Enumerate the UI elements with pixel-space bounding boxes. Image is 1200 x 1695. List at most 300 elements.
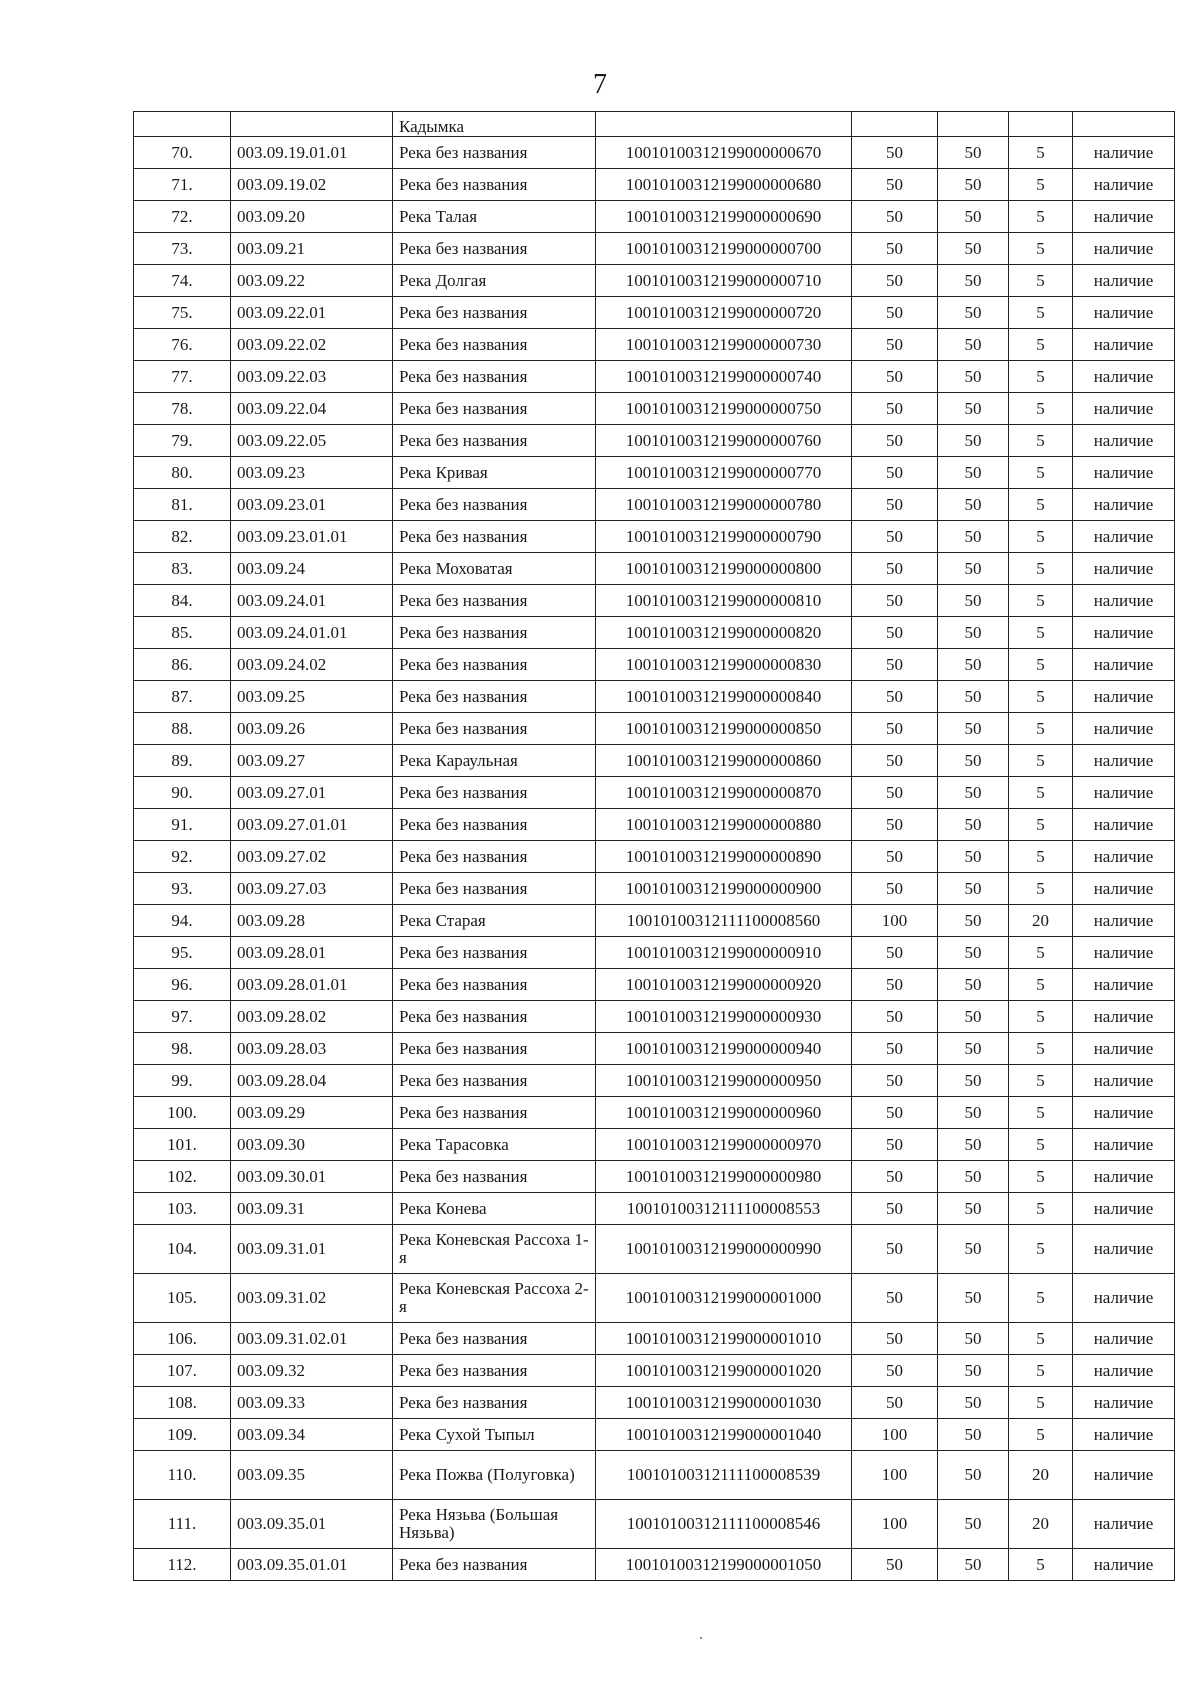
cell-name: Река Коневская Рассоха 2-я <box>393 1274 596 1323</box>
cell-status: наличие <box>1073 169 1175 201</box>
cell-width-b: 50 <box>938 937 1009 969</box>
cell-status: наличие <box>1073 297 1175 329</box>
table-row <box>134 937 1175 969</box>
cell-width-a: 50 <box>852 681 938 713</box>
cell-width-b: 50 <box>938 1225 1009 1274</box>
cell-status: наличие <box>1073 681 1175 713</box>
table-row <box>134 553 1175 585</box>
page-number: 7 <box>593 69 607 100</box>
cell-width-c: 5 <box>1009 617 1073 649</box>
cell-width-a: 50 <box>852 1033 938 1065</box>
cell-name: Река без названия <box>393 1097 596 1129</box>
cell-code: 003.09.30 <box>231 1129 393 1161</box>
cell-name: Река без названия <box>393 777 596 809</box>
cell-num: 85. <box>134 617 231 649</box>
table-row <box>134 1387 1175 1419</box>
cell-num: 95. <box>134 937 231 969</box>
cell-width-b: 50 <box>938 425 1009 457</box>
cell-code: 003.09.28.03 <box>231 1033 393 1065</box>
cell-num: 96. <box>134 969 231 1001</box>
cell-width-c: 5 <box>1009 297 1073 329</box>
cell-width-b: 50 <box>938 393 1009 425</box>
cell-width-b: 50 <box>938 329 1009 361</box>
cell-width-b: 50 <box>938 553 1009 585</box>
cell-width-b: 50 <box>938 457 1009 489</box>
cell-code: 003.09.34 <box>231 1419 393 1451</box>
table-row <box>134 1001 1175 1033</box>
cell-name: Река Тарасовка <box>393 1129 596 1161</box>
cell-name: Река без названия <box>393 393 596 425</box>
cell-width-a: 50 <box>852 329 938 361</box>
table-row <box>134 809 1175 841</box>
cell-width-c: 5 <box>1009 681 1073 713</box>
cell-width-c: 5 <box>1009 1355 1073 1387</box>
cell-reg: 10010100312111100008539 <box>596 1451 852 1500</box>
cell-code: 003.09.23.01.01 <box>231 521 393 553</box>
table-row <box>134 841 1175 873</box>
cell-code: 003.09.24.01 <box>231 585 393 617</box>
table-row <box>134 745 1175 777</box>
cell-width-a: 50 <box>852 969 938 1001</box>
cell-code: 003.09.28.02 <box>231 1001 393 1033</box>
cell-num: 89. <box>134 745 231 777</box>
cell-status: наличие <box>1073 329 1175 361</box>
cell-width-a: 50 <box>852 1225 938 1274</box>
cell-name: Река без названия <box>393 617 596 649</box>
cell-status: наличие <box>1073 425 1175 457</box>
cell-num: 110. <box>134 1451 231 1500</box>
cell-width-c: 5 <box>1009 553 1073 585</box>
cell-width-a: 50 <box>852 297 938 329</box>
cell-width-c: 5 <box>1009 425 1073 457</box>
cell-status: наличие <box>1073 1193 1175 1225</box>
table-row <box>134 1355 1175 1387</box>
cell-reg: 10010100312199000000840 <box>596 681 852 713</box>
cell-status: наличие <box>1073 1065 1175 1097</box>
cell-width-b: 50 <box>938 489 1009 521</box>
cell-code: 003.09.31 <box>231 1193 393 1225</box>
cell-name: Река Талая <box>393 201 596 233</box>
cell-width-c: 5 <box>1009 265 1073 297</box>
table-row <box>134 265 1175 297</box>
cell-width-b: 50 <box>938 777 1009 809</box>
cell-code: 003.09.22.02 <box>231 329 393 361</box>
cell-width-b: 50 <box>938 1500 1009 1549</box>
cell-status: наличие <box>1073 1549 1175 1581</box>
cell-width-a: 100 <box>852 905 938 937</box>
cell-name: Река без названия <box>393 1065 596 1097</box>
cell-num: 78. <box>134 393 231 425</box>
cell-width-b: 50 <box>938 233 1009 265</box>
cell-code: 003.09.24.01.01 <box>231 617 393 649</box>
cell-width-b: 50 <box>938 1193 1009 1225</box>
cell-num: 74. <box>134 265 231 297</box>
cell-status: наличие <box>1073 809 1175 841</box>
cell-width-a: 50 <box>852 1323 938 1355</box>
table-body <box>134 112 1175 1581</box>
cell-status: наличие <box>1073 457 1175 489</box>
table-row <box>134 1097 1175 1129</box>
cell-width-c: 20 <box>1009 1500 1073 1549</box>
cell-num: 76. <box>134 329 231 361</box>
cell-reg: 10010100312199000000850 <box>596 713 852 745</box>
cell-width-a: 50 <box>852 457 938 489</box>
cell-reg: 10010100312199000000920 <box>596 969 852 1001</box>
cell-width-b: 50 <box>938 1549 1009 1581</box>
cell-width-b: 50 <box>938 361 1009 393</box>
cell-num: 103. <box>134 1193 231 1225</box>
table-row <box>134 521 1175 553</box>
cell-name: Река без названия <box>393 489 596 521</box>
cell-reg: 10010100312199000001010 <box>596 1323 852 1355</box>
cell-name: Река без названия <box>393 1161 596 1193</box>
cell-name: Река Нязьва (Большая Нязьва) <box>393 1500 596 1549</box>
cell-name: Река без названия <box>393 681 596 713</box>
cell-code: 003.09.27 <box>231 745 393 777</box>
cell-width-a: 50 <box>852 585 938 617</box>
cell-width-a: 50 <box>852 265 938 297</box>
cell-width-c: 5 <box>1009 169 1073 201</box>
cell-num: 91. <box>134 809 231 841</box>
cell-width-a: 100 <box>852 1419 938 1451</box>
cell-width-a: 50 <box>852 809 938 841</box>
cell-width-a: 50 <box>852 233 938 265</box>
cell-status: наличие <box>1073 713 1175 745</box>
cell-status: наличие <box>1073 1225 1175 1274</box>
cell-name: Река без названия <box>393 809 596 841</box>
cell-name: Река без названия <box>393 1323 596 1355</box>
cell-name: Река без названия <box>393 1001 596 1033</box>
cell-width-c: 5 <box>1009 1001 1073 1033</box>
cell-reg: 10010100312199000000670 <box>596 137 852 169</box>
cell-width-c: 5 <box>1009 1323 1073 1355</box>
table-row <box>134 489 1175 521</box>
table-row <box>134 457 1175 489</box>
cell-name: Река без названия <box>393 1549 596 1581</box>
cell-reg: 10010100312199000001030 <box>596 1387 852 1419</box>
cell-width-a: 50 <box>852 1161 938 1193</box>
cell-num: 109. <box>134 1419 231 1451</box>
cell-reg: 10010100312199000000900 <box>596 873 852 905</box>
cell-reg: 10010100312199000000750 <box>596 393 852 425</box>
cell-reg: 10010100312199000000940 <box>596 1033 852 1065</box>
cell-code: 003.09.28.01 <box>231 937 393 969</box>
cell-width-b: 50 <box>938 1323 1009 1355</box>
cell-code: 003.09.28 <box>231 905 393 937</box>
cell-num: 97. <box>134 1001 231 1033</box>
cell-width-b: 50 <box>938 1129 1009 1161</box>
cell-code: 003.09.28.01.01 <box>231 969 393 1001</box>
table-row <box>134 969 1175 1001</box>
cell-num: 111. <box>134 1500 231 1549</box>
cell-width-a: 50 <box>852 1065 938 1097</box>
table-row <box>134 1419 1175 1451</box>
cell-name: Река Старая <box>393 905 596 937</box>
cell-name: Река Конева <box>393 1193 596 1225</box>
cell-width-b: 50 <box>938 585 1009 617</box>
cell-width-a: 50 <box>852 841 938 873</box>
cell-name: Река без названия <box>393 297 596 329</box>
table-row <box>134 329 1175 361</box>
cell-width-b: 50 <box>938 1065 1009 1097</box>
cell-code: 003.09.35 <box>231 1451 393 1500</box>
cell-num: 77. <box>134 361 231 393</box>
cell-width-c: 5 <box>1009 1419 1073 1451</box>
cell-code: 003.09.30.01 <box>231 1161 393 1193</box>
table-row <box>134 873 1175 905</box>
cell-width-c: 5 <box>1009 329 1073 361</box>
cell-width-a: 50 <box>852 393 938 425</box>
table-row <box>134 1549 1175 1581</box>
cell-code: 003.09.35.01 <box>231 1500 393 1549</box>
cell-width-a: 50 <box>852 201 938 233</box>
cell-code: 003.09.22.03 <box>231 361 393 393</box>
cell-code: 003.09.32 <box>231 1355 393 1387</box>
table-row <box>134 1225 1175 1274</box>
cell-width-b: 50 <box>938 841 1009 873</box>
cell-width-c: 5 <box>1009 841 1073 873</box>
cell-width-b: 50 <box>938 169 1009 201</box>
cell-reg: 10010100312199000000700 <box>596 233 852 265</box>
cell-width-b: 50 <box>938 1274 1009 1323</box>
cell-name: Река без названия <box>393 649 596 681</box>
cell-width-a: 50 <box>852 1387 938 1419</box>
cell-width-b: 50 <box>938 873 1009 905</box>
table-row <box>134 393 1175 425</box>
table-row <box>134 1129 1175 1161</box>
cell-width-a: 50 <box>852 617 938 649</box>
cell-reg: 10010100312199000001020 <box>596 1355 852 1387</box>
cell-width-a: 50 <box>852 649 938 681</box>
cell-code: 003.09.22.04 <box>231 393 393 425</box>
cell-reg: 10010100312111100008553 <box>596 1193 852 1225</box>
table-row <box>134 1193 1175 1225</box>
cell-num: 75. <box>134 297 231 329</box>
cell-code: 003.09.19.01.01 <box>231 137 393 169</box>
cell-name: Река Коневская Рассоха 1-я <box>393 1225 596 1274</box>
cell-code: 003.09.33 <box>231 1387 393 1419</box>
cell-width-b: 50 <box>938 905 1009 937</box>
cell-width-a: 50 <box>852 1193 938 1225</box>
cell-code: 003.09.24 <box>231 553 393 585</box>
cell-code: 003.09.31.02 <box>231 1274 393 1323</box>
cell-status: наличие <box>1073 841 1175 873</box>
cell-width-b: 50 <box>938 1161 1009 1193</box>
cell-reg: 10010100312199000000970 <box>596 1129 852 1161</box>
cell-name: Река без названия <box>393 969 596 1001</box>
cell-status: наличие <box>1073 393 1175 425</box>
table-row-continuation <box>134 112 1175 137</box>
cell-reg: 10010100312199000000790 <box>596 521 852 553</box>
cell-num: 102. <box>134 1161 231 1193</box>
cell-code: 003.09.25 <box>231 681 393 713</box>
cell-num: 106. <box>134 1323 231 1355</box>
cell-code: 003.09.28.04 <box>231 1065 393 1097</box>
cell-code: 003.09.19.02 <box>231 169 393 201</box>
cell-status: наличие <box>1073 137 1175 169</box>
table-row <box>134 617 1175 649</box>
cell-name: Река без названия <box>393 137 596 169</box>
cell-width-c: 5 <box>1009 393 1073 425</box>
cell-reg: 10010100312199000000930 <box>596 1001 852 1033</box>
cell-num: 87. <box>134 681 231 713</box>
cell-code: 003.09.20 <box>231 201 393 233</box>
cell-width-b: 50 <box>938 1001 1009 1033</box>
cell-status: наличие <box>1073 1001 1175 1033</box>
cell-code: 003.09.27.03 <box>231 873 393 905</box>
cell-name: Река Долгая <box>393 265 596 297</box>
cell-width-a: 50 <box>852 937 938 969</box>
cell-width-b: 50 <box>938 649 1009 681</box>
cell-name: Река без названия <box>393 1355 596 1387</box>
cell-width-a: 100 <box>852 1451 938 1500</box>
table-row <box>134 1033 1175 1065</box>
table-row <box>134 233 1175 265</box>
cell-name: Река Караульная <box>393 745 596 777</box>
cell-name: Река без названия <box>393 1387 596 1419</box>
cell-reg: 10010100312199000000960 <box>596 1097 852 1129</box>
cell-num: 90. <box>134 777 231 809</box>
cell-num: 108. <box>134 1387 231 1419</box>
cell-width-a: 50 <box>852 521 938 553</box>
cell-width-a: 50 <box>852 1355 938 1387</box>
cell-reg: 10010100312199000000680 <box>596 169 852 201</box>
cell-width-b: 50 <box>938 521 1009 553</box>
cell-width-c: 5 <box>1009 1549 1073 1581</box>
cell-num: 72. <box>134 201 231 233</box>
cell-num: 71. <box>134 169 231 201</box>
cell-num: 70. <box>134 137 231 169</box>
cell-width-c: 5 <box>1009 777 1073 809</box>
cell-width-b: 50 <box>938 809 1009 841</box>
cell-width-a: 50 <box>852 361 938 393</box>
cell-name: Река Кривая <box>393 457 596 489</box>
cell-name: Река без названия <box>393 425 596 457</box>
cell-num: 83. <box>134 553 231 585</box>
cell-width-a: 50 <box>852 745 938 777</box>
cell-width-a: 50 <box>852 777 938 809</box>
cell-reg: 10010100312199000001040 <box>596 1419 852 1451</box>
cell-code: 003.09.27.02 <box>231 841 393 873</box>
cell-name: Река без названия <box>393 1033 596 1065</box>
cell-num: 86. <box>134 649 231 681</box>
cell-width-a: 50 <box>852 713 938 745</box>
water-bodies-table <box>133 111 1175 1581</box>
cell-width-b: 50 <box>938 297 1009 329</box>
cell-code: 003.09.23 <box>231 457 393 489</box>
cell-width-b: 50 <box>938 1387 1009 1419</box>
scan-speck <box>700 1637 702 1639</box>
cell-code: 003.09.27.01 <box>231 777 393 809</box>
cell-num: 88. <box>134 713 231 745</box>
cell-width-a: 50 <box>852 1274 938 1323</box>
cell-width-c: 5 <box>1009 1033 1073 1065</box>
cell-num: 100. <box>134 1097 231 1129</box>
cell-width-c: 5 <box>1009 1225 1073 1274</box>
cell-status: наличие <box>1073 969 1175 1001</box>
cell-num: 73. <box>134 233 231 265</box>
table-row <box>134 681 1175 713</box>
cell-status: наличие <box>1073 201 1175 233</box>
cell-width-b: 50 <box>938 617 1009 649</box>
cell-width-c: 5 <box>1009 1097 1073 1129</box>
table-row <box>134 1323 1175 1355</box>
cell-width-c: 20 <box>1009 1451 1073 1500</box>
cell-width-c: 5 <box>1009 809 1073 841</box>
cell-reg: 10010100312199000000910 <box>596 937 852 969</box>
cell-code: 003.09.22.01 <box>231 297 393 329</box>
table-row <box>134 713 1175 745</box>
cell-width-c: 5 <box>1009 201 1073 233</box>
cell-num: 80. <box>134 457 231 489</box>
cell-reg <box>596 112 852 137</box>
cell-num: 93. <box>134 873 231 905</box>
cell-status: наличие <box>1073 1323 1175 1355</box>
cell-width-b: 50 <box>938 681 1009 713</box>
cell-width-c: 5 <box>1009 1161 1073 1193</box>
table-row <box>134 1161 1175 1193</box>
cell-width-c: 5 <box>1009 873 1073 905</box>
cell-status: наличие <box>1073 777 1175 809</box>
cell-width-a: 50 <box>852 553 938 585</box>
cell-code: 003.09.21 <box>231 233 393 265</box>
cell-code: 003.09.31.01 <box>231 1225 393 1274</box>
cell-status: наличие <box>1073 489 1175 521</box>
cell-code: 003.09.22 <box>231 265 393 297</box>
cell-num: 104. <box>134 1225 231 1274</box>
cell-name: Река без названия <box>393 873 596 905</box>
cell-reg: 10010100312199000000730 <box>596 329 852 361</box>
cell-status: наличие <box>1073 905 1175 937</box>
cell-status: наличие <box>1073 873 1175 905</box>
table-row <box>134 1065 1175 1097</box>
cell-status: наличие <box>1073 745 1175 777</box>
cell-reg: 10010100312199000000820 <box>596 617 852 649</box>
cell-name: Река без названия <box>393 329 596 361</box>
cell-reg: 10010100312111100008546 <box>596 1500 852 1549</box>
cell-status: наличие <box>1073 937 1175 969</box>
cell-num: 84. <box>134 585 231 617</box>
cell-status: наличие <box>1073 1500 1175 1549</box>
cell-name: Река Пожва (Полуговка) <box>393 1451 596 1500</box>
cell-reg: 10010100312199000000810 <box>596 585 852 617</box>
cell-status: наличие <box>1073 617 1175 649</box>
cell-width-c: 5 <box>1009 233 1073 265</box>
cell-reg: 10010100312199000000860 <box>596 745 852 777</box>
cell-reg: 10010100312199000001000 <box>596 1274 852 1323</box>
cell-num: 99. <box>134 1065 231 1097</box>
cell-width-c: 5 <box>1009 969 1073 1001</box>
cell-reg: 10010100312199000001050 <box>596 1549 852 1581</box>
table-row <box>134 297 1175 329</box>
cell-width-c: 5 <box>1009 361 1073 393</box>
cell-code: 003.09.31.02.01 <box>231 1323 393 1355</box>
cell-width-a: 50 <box>852 489 938 521</box>
table-row <box>134 585 1175 617</box>
cell-width-b: 50 <box>938 969 1009 1001</box>
cell-code: 003.09.35.01.01 <box>231 1549 393 1581</box>
cell-reg: 10010100312199000000830 <box>596 649 852 681</box>
cell-width-a: 50 <box>852 873 938 905</box>
cell-status: наличие <box>1073 361 1175 393</box>
cell-width-a: 50 <box>852 1549 938 1581</box>
cell-code: 003.09.29 <box>231 1097 393 1129</box>
cell-width-c: 5 <box>1009 649 1073 681</box>
cell-width-a: 50 <box>852 1097 938 1129</box>
cell-name: Река без названия <box>393 169 596 201</box>
cell-name: Река без названия <box>393 841 596 873</box>
cell-width-c: 5 <box>1009 1274 1073 1323</box>
